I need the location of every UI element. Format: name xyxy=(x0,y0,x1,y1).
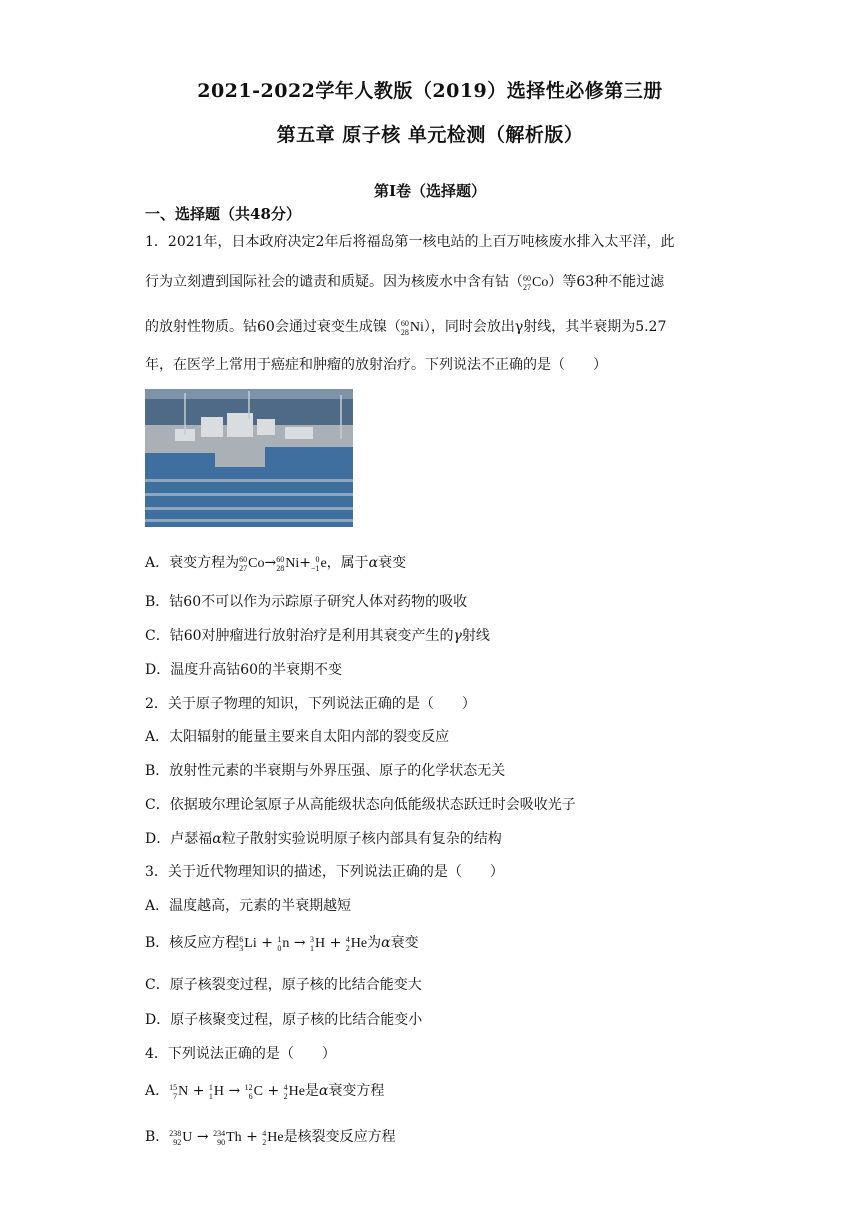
q1-stem-line1: 1．2021年，日本政府决定2年后将福岛第一核电站的上百万吨核废水排入太平洋，此 xyxy=(145,234,675,250)
nuclide-ni: 60 28 Ni xyxy=(400,318,424,337)
q2-option-a: A．太阳辐射的能量主要来自太阳内部的裂变反应 xyxy=(145,729,450,745)
q2-stem: 2．关于原子物理的知识，下列说法正确的是（ ） xyxy=(145,696,476,712)
q1-option-a: A．衰变方程为 60 27 Co→ 60 28 Ni+ 0 −1 e，属于α衰变 xyxy=(145,554,407,573)
q2-option-d: D．卢瑟福α粒子散射实验说明原子核内部具有复杂的结构 xyxy=(145,831,502,847)
nuclear-plant-photo xyxy=(145,389,353,527)
q3-option-a: A．温度越高，元素的半衰期越短 xyxy=(145,898,352,914)
q3-stem: 3．关于近代物理知识的描述，下列说法正确的是（ ） xyxy=(145,864,504,880)
q2-option-c: C．依据玻尔理论氢原子从高能级状态向低能级状态跃迁时会吸收光子 xyxy=(145,797,576,813)
nuclide-co: 60 27 Co xyxy=(523,273,549,292)
volume-title: 第Ⅰ卷（选择题） xyxy=(373,182,487,200)
q1-option-c: C．钴60对肿瘤进行放射治疗是利用其衰变产生的γ射线 xyxy=(145,628,490,644)
q1-stem-line4: 年，在医学上常用于癌症和肿瘤的放射治疗。下列说法不正确的是（ ） xyxy=(145,357,607,373)
q3-option-d: D．原子核聚变过程，原子核的比结合能变小 xyxy=(145,1012,423,1028)
section-title: 一、选择题（共48分） xyxy=(145,205,301,223)
q1-option-b: B．钴60不可以作为示踪原子研究人体对药物的吸收 xyxy=(145,594,468,610)
q4-option-b: B． 238 92 U → 234 90 Th + 4 2 He是核裂变反应方程 xyxy=(145,1128,396,1147)
q4-option-a: A． 15 7 N + 1 1 H → 12 6 C + 4 2 He是α衰变方程 xyxy=(145,1082,385,1101)
q2-option-b: B．放射性元素的半衰期与外界压强、原子的化学状态无关 xyxy=(145,763,506,779)
q4-stem: 4．下列说法正确的是（ ） xyxy=(145,1046,336,1062)
document-title: 2021-2022学年人教版（2019）选择性必修第三册 xyxy=(197,80,663,102)
q3-option-c: C．原子核裂变过程，原子核的比结合能变大 xyxy=(145,977,422,993)
document-subtitle: 第五章 原子核 单元检测（解析版） xyxy=(276,124,584,146)
q1-stem-line2: 行为立刻遭到国际社会的谴责和质疑。因为核废水中含有钴（ 60 27 Co）等63种不能过滤 xyxy=(145,273,665,292)
q3-option-b: B．核反应方程 6 3 Li + 1 0 n → 3 1 H + 4 2 He为α衰变 xyxy=(145,934,419,953)
q1-stem-line3: 的放射性物质。钴60会通过衰变生成镍（ 60 28 Ni），同时会放出γ射线，其半衰期为5.27 xyxy=(145,318,667,337)
q1-option-d: D．温度升高钴60的半衰期不变 xyxy=(145,662,343,678)
